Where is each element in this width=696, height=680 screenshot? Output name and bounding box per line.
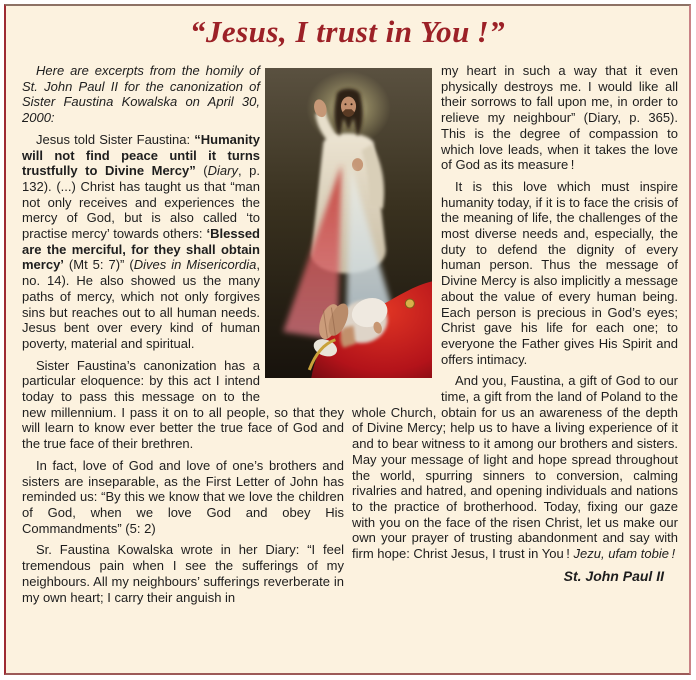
paragraph: Sr. Faustina Kowalska wrote in her Diary: “I feel tremendous pain when I see the sufferings of my neighbours. All my neighbours’ sufferings reverberate in my own heart; I carry their anguish in xyxy=(22,542,344,605)
paragraph-intro: Here are excerpts from the homily of St. John Paul II for the canonization of Sister Faustina Kowalska on April 30, 2000: xyxy=(22,63,260,126)
signature: St. John Paul II xyxy=(563,567,664,584)
paragraph: my heart in such a way that it even physically destroys me. I would like all their sorrows to fall upon me, in order to relieve my neighbour” (Diary, p. 365). This is the degree of compassion to which love leads, when it takes the love of God as its measure ! xyxy=(441,63,678,173)
leaflet-page xyxy=(4,4,691,675)
paragraph: Sister Faustina’s canonization has a particular eloquence: by this act I intend today to pass this message on to the new millennium. I pass it on to all people, so that they will learn to know ever better the true face of God and the true face of their brethren. xyxy=(22,357,344,452)
paragraph: In fact, love of God and love of one’s brothers and sisters are inseparable, as the First Letter of John has reminded us: “By this we know that we love the children of God, when we love God and obey His Commandments” (5: 2) xyxy=(22,457,344,536)
page-title: “Jesus, I trust in You !” xyxy=(189,14,506,49)
paragraph: It is this love which must inspire humanity today, if it is to face the crisis of the meaning of life, the challenges of the most diverse needs and, especially, the duty to defend the dignity of every human person. Thus the message of Divine Mercy is also implicitly a message about the value of every human being. Each person is precious in God’s eyes; Christ gave his life for each one; to everyone the Father gives His Spirit and offers intimacy. xyxy=(441,178,678,367)
divine-mercy-photo xyxy=(265,68,432,378)
paragraph: And you, Faustina, a gift of God to our time, a gift from the land of Poland to the whole Church, obtain for us an awareness of the depth of Divine Mercy; help us to have a living experience of it and to bear witness to it among our brothers and sisters. May your message of light and hope spread throughout the world, spurring sinners to conversion, calming rivalries and hatred, and opening individuals and nations to the practice of brotherhood. Today, fixing our gaze with you on the face of the risen Christ, let us make our own your prayer of trusting abandonment and say with firm hope: Christ Jesus, I trust in You ! Jezu, ufam tobie ! xyxy=(352,373,678,562)
paragraph: Jesus told Sister Faustina: “Humanity will not find peace until it turns trustfully to Divine Mercy” (Diary, p. 132). (...) Christ has taught us that “man not only receives and experiences the mercy of God, but is also called ‘to practise mercy’ towards others: ‘Blessed are the merciful, for they shall obtain mercy’ (Mt 5: 7)” (Dives in Misericordia, no. 14). He also showed us the many paths of mercy, which not only forgives sins but reaches out to all human needs. Jesus bent over every kind of human poverty, material and spiritual. xyxy=(22,131,260,351)
